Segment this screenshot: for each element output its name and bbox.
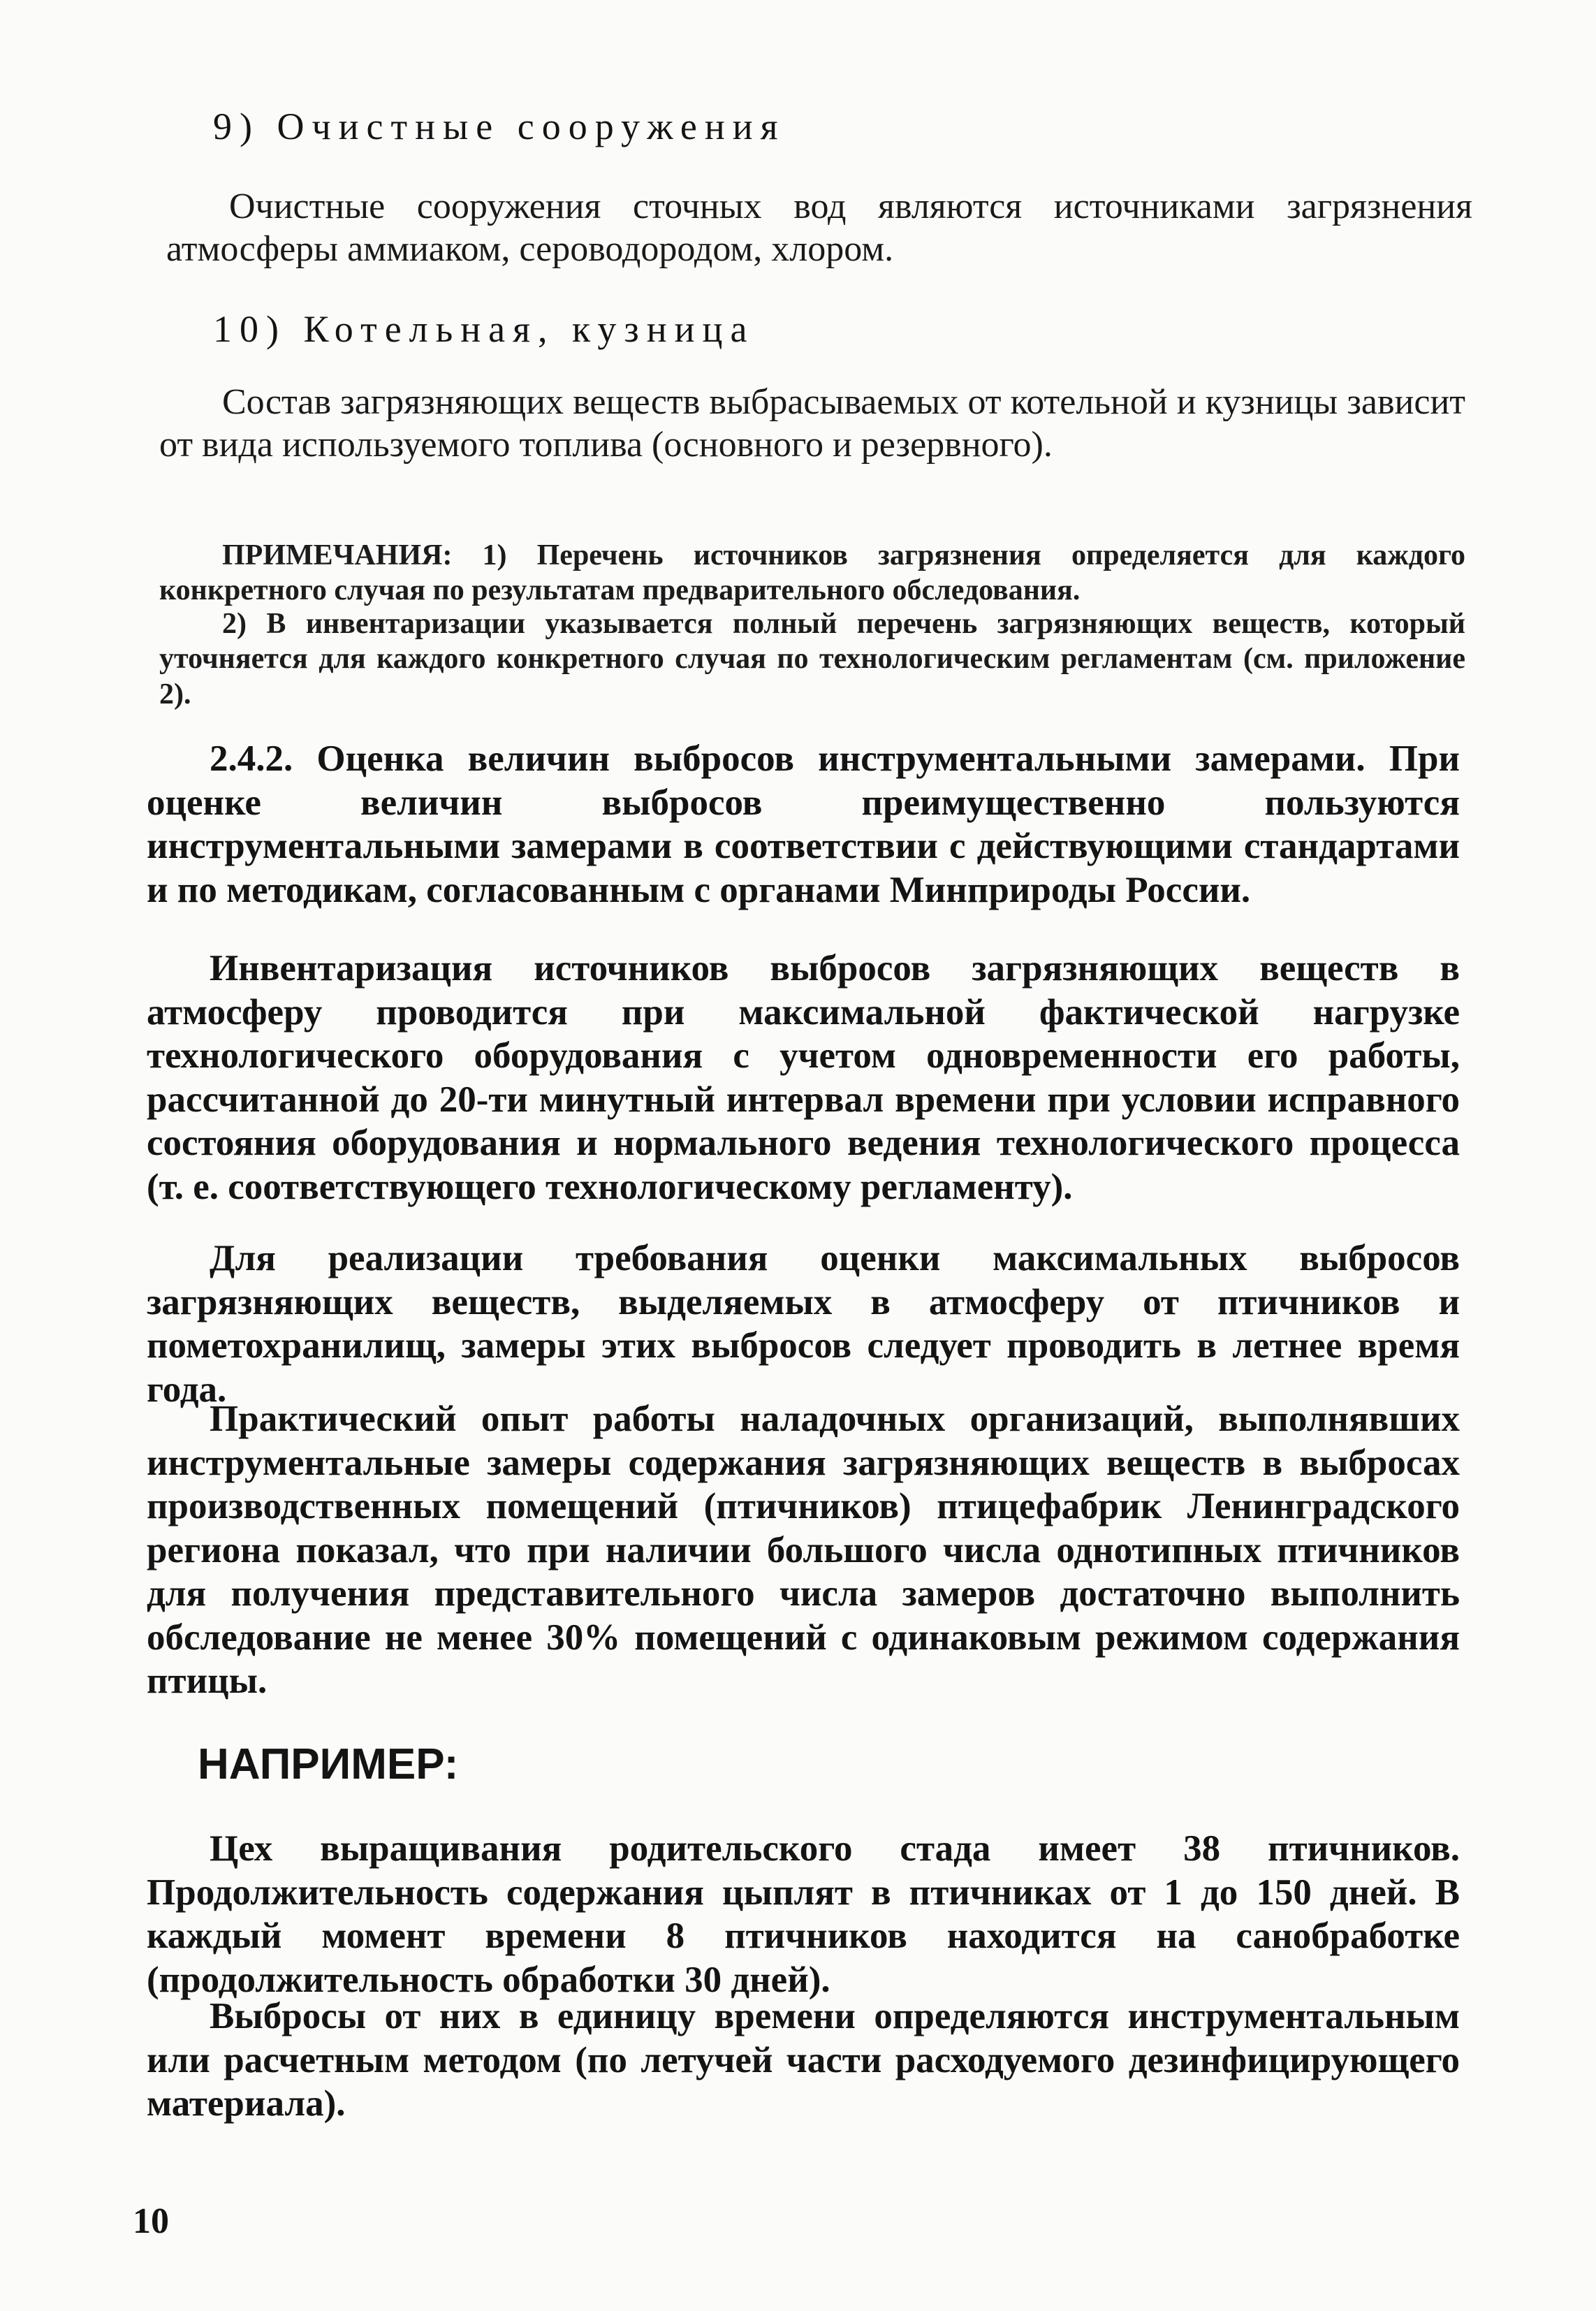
example-paragraph-2: Выбросы от них в единицу времени определяются инструментальным или расчетным методом (по летучей части расходуемого дезинфицирующего материала). xyxy=(147,1996,1460,2124)
page-number: 10 xyxy=(133,2201,169,2241)
practical-experience-paragraph: Практический опыт работы наладочных организаций, выполнявших инструментальные замеры содержания загрязняющих веществ в выбросах производственных помещений (птичников) птицефабрик Ленинградского региона показал, что при наличии большого числа однотипных птичников для получения представительного числа замеров достаточно выполнить обследование не менее 30% помещений с одинаковым режимом содержания птицы. xyxy=(147,1399,1460,1702)
inventory-paragraph: Инвентаризация источников выбросов загрязняющих веществ в атмосферу проводится при максимальной фактической нагрузке технологического оборудования с учетом одновременности его работы, рассчитанной до 20-ти минутный интервал времени при условии исправного состояния оборудования и нормального ведения технологического процесса (т. е. соответствующего технологическому регламенту). xyxy=(147,948,1460,1207)
note-1: ПРИМЕЧАНИЯ: 1) Перечень источников загрязнения определяется для каждого конкретного случая по результатам предварительного обследования. xyxy=(159,539,1465,607)
section-10-heading: 10) Котельная, кузница xyxy=(213,308,755,350)
note-2: 2) В инвентаризации указывается полный перечень загрязняющих веществ, который уточняется для каждого конкретного случая по технологическим регламентам (см. приложение 2). xyxy=(159,608,1465,710)
section-9-text: Очистные сооружения сточных вод являются источниками загрязнения атмосферы аммиаком, сероводородом, хлором. xyxy=(166,187,1472,270)
section-2-4-2-paragraph: 2.4.2. Оценка величин выбросов инструментальными замерами. При оценке величин выбросов преимущественно пользуются инструментальными замерами в соответствии с действующими стандартами и по методикам, согласованным с органами Минприроды России. xyxy=(147,738,1460,910)
summer-measurements-paragraph: Для реализации требования оценки максимальных выбросов загрязняющих веществ, выделяемых в атмосферу от птичников и пометохранилищ, замеры этих выбросов следует проводить в летнее время года. xyxy=(147,1238,1460,1410)
section-10-text: Состав загрязняющих веществ выбрасываемых от котельной и кузницы зависит от вида используемого топлива (основного и резервного). xyxy=(159,382,1465,465)
example-heading: НАПРИМЕР: xyxy=(198,1740,459,1788)
example-paragraph-1: Цех выращивания родительского стада имеет 38 птичников. Продолжительность содержания цыплят в птичниках от 1 до 150 дней. В каждый момент времени 8 птичников находится на санобработке (продолжительность обработки 30 дней). xyxy=(147,1828,1460,2000)
section-9-heading: 9) Очистные сооружения xyxy=(213,105,786,147)
